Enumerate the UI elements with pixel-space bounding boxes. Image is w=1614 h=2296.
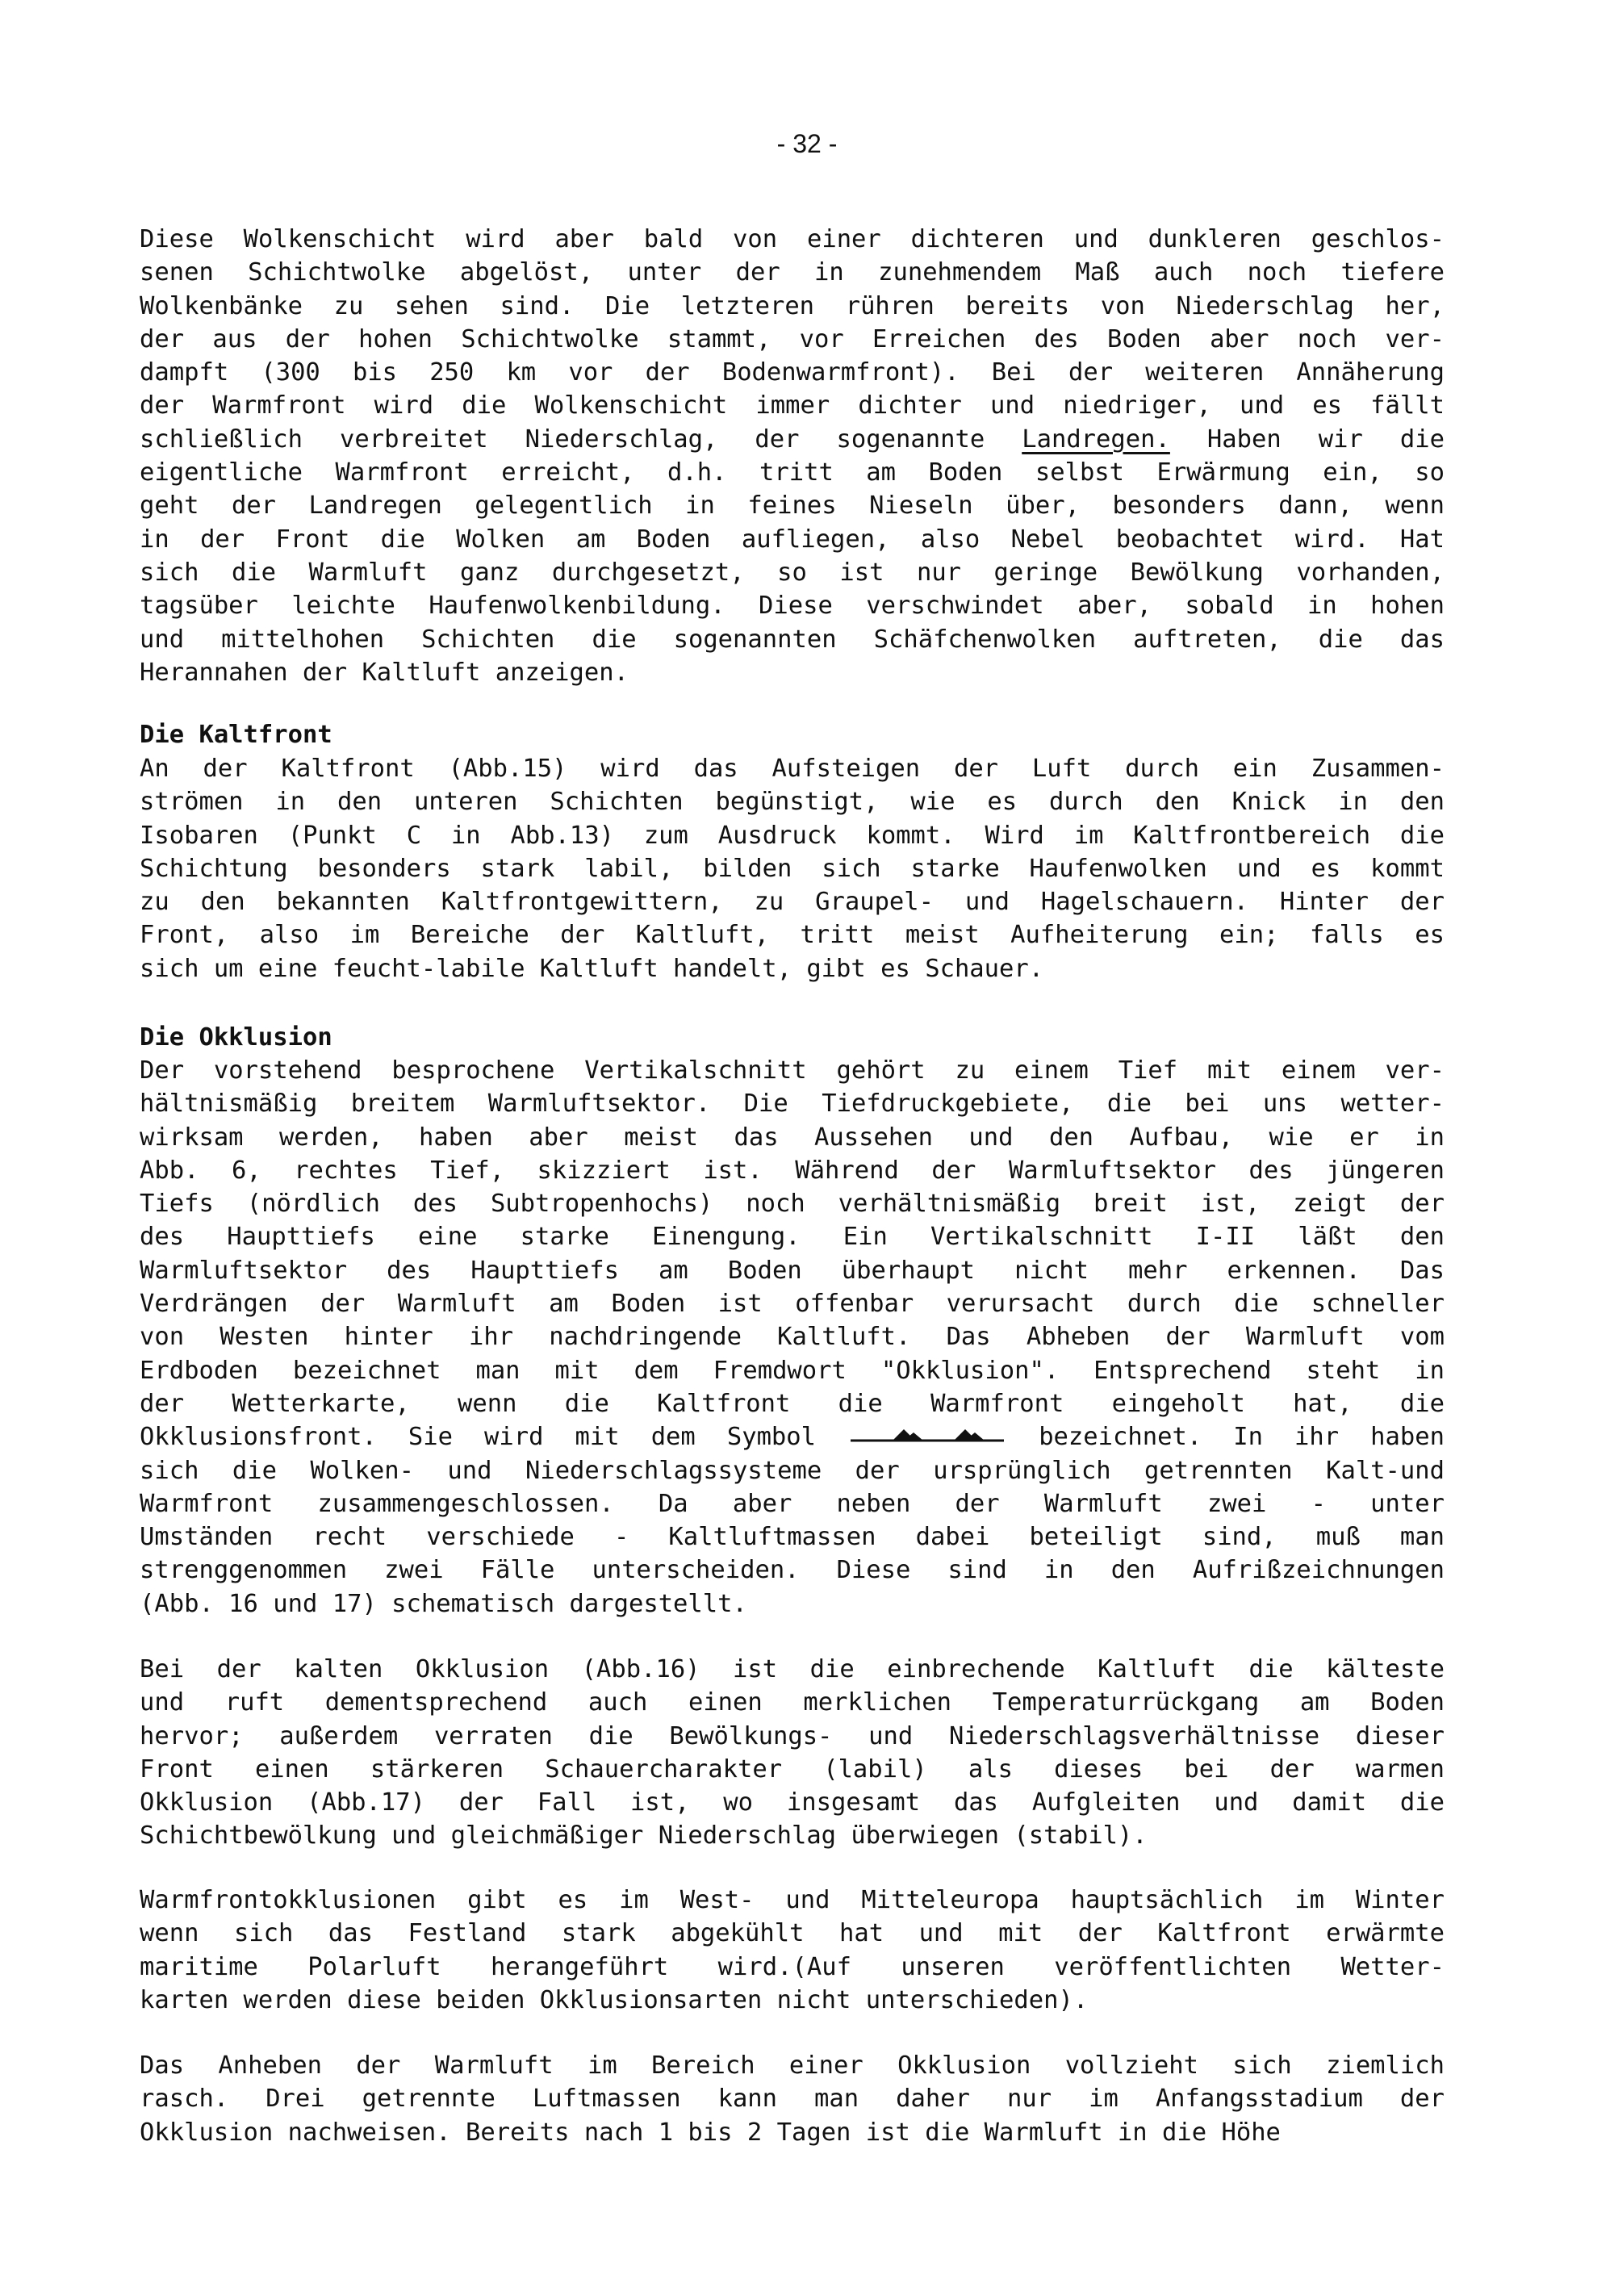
text-line: Der vorstehend besprochene Vertikalschnitt gehört zu einem Tief mit einem ver- [140,1056,1445,1085]
text-line: in der Front die Wolken am Boden aufliegen, also Nebel beobachtet wird. Hat [140,525,1445,554]
text-line: Wolkenbänke zu sehen sind. Die letzteren rühren bereits von Niederschlag her, [140,291,1445,320]
text-line: zu den bekannten Kaltfrontgewittern, zu Graupel- und Hagelschauern. Hinter der [140,888,1445,917]
text-line: Tiefs (nördlich des Subtropenhochs) noch verhältnismäßig breit ist, zeigt der [140,1190,1445,1219]
text-line: Verdrängen der Warmluft am Boden ist offenbar verursacht durch die schneller [140,1290,1445,1319]
text-line: rasch. Drei getrennte Luftmassen kann man daher nur im Anfangsstadium der [140,2085,1445,2114]
text-line: Erdboden bezeichnet man mit dem Fremdwort "Okklusion". Entsprechend steht in [140,1356,1445,1385]
text-line: sich die Wolken- und Niederschlagssysteme der ursprünglich getrennten Kalt-und [140,1456,1445,1485]
text-line: und ruft dementsprechend auch einen merklichen Temperaturrückgang am Boden [140,1688,1445,1717]
text-line: hervor; außerdem verraten die Bewölkungs- und Niederschlagsverhältnisse dieser [140,1721,1445,1750]
text-line: karten werden diese beiden Okklusionsarten nicht unterschieden). [140,1985,1089,2014]
page-number: - 32 - [776,129,838,158]
text-line: der aus der hohen Schichtwolke stammt, vor Erreichen des Boden aber noch ver- [140,324,1445,353]
text-line: wirksam werden, haben aber meist das Aussehen und den Aufbau, wie er in [140,1123,1445,1152]
text-line: tagsüber leichte Haufenwolkenbildung. Diese verschwindet aber, sobald in hohen [140,592,1445,621]
text-line: und mittelhohen Schichten die sogenannten Schäfchenwolken auftreten, die das [140,625,1445,654]
text-line: Front, also im Bereiche der Kaltluft, tritt meist Aufheiterung ein; falls es [140,921,1445,950]
text-line: eigentliche Warmfront erreicht, d.h. tritt am Boden selbst Erwärmung ein, so [140,458,1445,487]
text-line-landregen [140,423,1445,456]
text-line: Herannahen der Kaltluft anzeigen. [140,658,629,687]
text-fragment: Okklusionsfront. Sie wird mit dem Symbol [140,1423,817,1452]
text-line: Warmfront zusammengeschlossen. Da aber neben der Warmluft zwei - unter [140,1489,1445,1518]
paragraph-okklusion [140,1054,1445,1621]
text-fragment: schließlich verbreitet Niederschlag, der sogenannte [140,424,985,454]
heading-kaltfront: Die Kaltfront [140,721,332,749]
text-line: der Wetterkarte, wenn die Kaltfront die Warmfront eingeholt hat, die [140,1389,1445,1418]
text-line: Das Anheben der Warmluft im Bereich einer Okklusion vollzieht sich ziemlich [140,2051,1445,2080]
text-line: von Westen hinter ihr nachdringende Kaltluft. Das Abheben der Warmluft vom [140,1323,1445,1352]
text-fragment: Haben wir die [1206,424,1445,454]
text-line: An der Kaltfront (Abb.15) wird das Aufsteigen der Luft durch ein Zusammen- [140,755,1445,783]
text-line: strömen in den unteren Schichten begünstigt, wie es durch den Knick in den [140,788,1445,817]
text-line: hältnismäßig breitem Warmluftsektor. Die Tiefdruckgebiete, die bei uns wetter- [140,1089,1445,1119]
heading-okklusion: Die Okklusion [140,1023,332,1052]
text-line: geht der Landregen gelegentlich in feines Nieseln über, besonders dann, wenn [140,491,1445,521]
paragraph-warmfrontokklusionen [140,1884,1445,2017]
text-line: Isobaren (Punkt C in Abb.13) zum Ausdruck kommt. Wird im Kaltfrontbereich die [140,821,1445,850]
text-line: Schichtung besonders stark labil, bilden sich starke Haufenwolken und es kommt [140,854,1445,883]
text-line: Okklusion nachweisen. Bereits nach 1 bis 2 Tagen ist die Warmluft in die Höhe [140,2118,1281,2147]
text-line: Warmfrontokklusionen gibt es im West- und Mitteleuropa hauptsächlich im Winter [140,1886,1445,1914]
text-line: maritime Polarluft herangeführt wird.(Auf unseren veröffentlichten Wetter- [140,1952,1445,1981]
text-line-symbol [140,1420,1445,1453]
text-line: strenggenommen zwei Fälle unterscheiden. Diese sind in den Aufrißzeichnungen [140,1556,1445,1585]
text-line: senen Schichtwolke abgelöst, unter der in zunehmendem Maß auch noch tiefere [140,258,1445,287]
text-line: der Warmfront wird die Wolkenschicht immer dichter und niedriger, und es fällt [140,391,1445,420]
text-line: (Abb. 16 und 17) schematisch dargestellt. [140,1589,747,1618]
paragraph-kalte-okklusion [140,1653,1445,1853]
text-line: Schichtbewölkung und gleichmäßiger Niederschlag überwiegen (stabil). [140,1821,1148,1851]
text-line: sich die Warmluft ganz durchgesetzt, so ist nur geringe Bewölkung vorhanden, [140,558,1445,587]
paragraph-warmfront-description [140,223,1445,689]
text-line: Front einen stärkeren Schauercharakter (labil) als dieses bei der warmen [140,1754,1445,1784]
paragraph-anheben [140,2049,1445,2149]
underlined-term-landregen: Landregen. [1022,424,1170,454]
text-line: Diese Wolkenschicht wird aber bald von einer dichteren und dunkleren geschlos- [140,225,1445,253]
text-line: des Haupttiefs eine starke Einengung. Ein Vertikalschnitt I-II läßt den [140,1223,1445,1252]
text-line: Bei der kalten Okklusion (Abb.16) ist die einbrechende Kaltluft die kälteste [140,1655,1445,1683]
text-line: Warmluftsektor des Haupttiefs am Boden überhaupt nicht mehr erkennen. Das [140,1256,1445,1285]
paragraph-kaltfront [140,752,1445,985]
text-fragment: bezeichnet. In ihr haben [1039,1423,1445,1452]
text-line: wenn sich das Festland stark abgekühlt hat und mit der Kaltfront erwärmte [140,1919,1445,1948]
occlusion-front-symbol-icon [851,1421,1004,1454]
text-line: Abb. 6, rechtes Tief, skizziert ist. Während der Warmluftsektor des jüngeren [140,1156,1445,1185]
text-line: Okklusion (Abb.17) der Fall ist, wo insgesamt das Aufgleiten und damit die [140,1788,1445,1817]
text-line: dampft (300 bis 250 km vor der Bodenwarmfront). Bei der weiteren Annäherung [140,358,1445,387]
text-line: Umständen recht verschiede - Kaltluftmassen dabei beteiligt sind, muß man [140,1523,1445,1552]
text-line: sich um eine feucht-labile Kaltluft handelt, gibt es Schauer. [140,954,1044,983]
